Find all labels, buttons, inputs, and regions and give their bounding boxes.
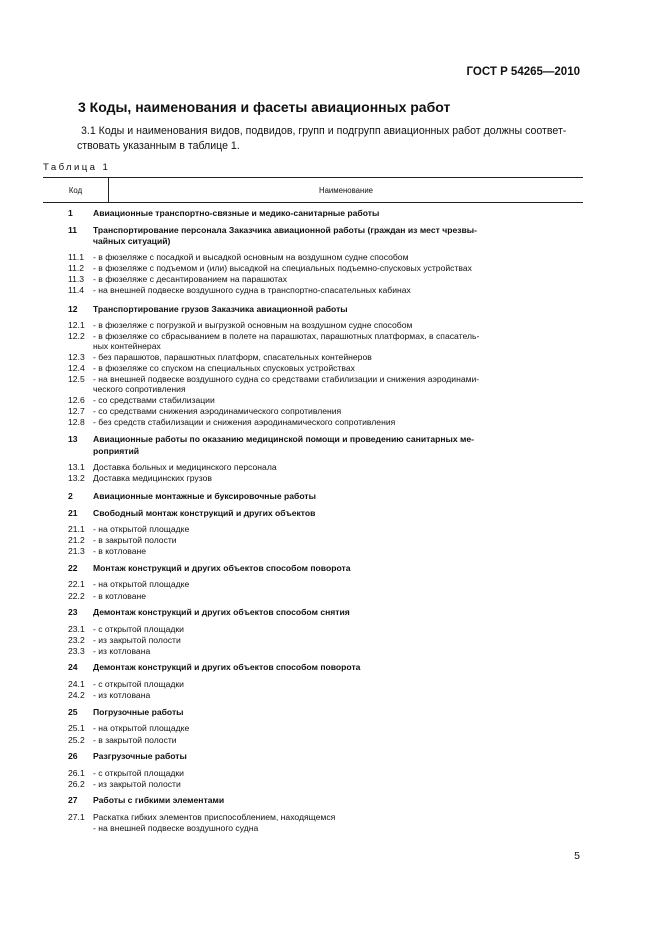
row-code: 12.1 [68, 320, 85, 330]
table-row [43, 285, 583, 296]
row-name: Погрузочные работы [93, 707, 184, 717]
row-name: - в закрытой полости [93, 535, 177, 545]
row-name: - с открытой площадки [93, 679, 184, 689]
row-code: 22.1 [68, 579, 85, 589]
row-code: 25.1 [68, 723, 85, 733]
row-code [43, 341, 93, 352]
row-name: ческого сопротивления [93, 384, 186, 394]
row-name: Демонтаж конструкций и других объектов способом снятия [93, 607, 350, 617]
table-row [43, 679, 583, 690]
row-name: - в фюзеляже с погрузкой и выгрузкой основным на воздушном судне способом [93, 320, 413, 330]
column-header-name: Наименование [318, 185, 374, 195]
row-code: 13.1 [68, 462, 85, 472]
document-id: ГОСТ Р 54265—2010 [466, 66, 580, 78]
table-row [43, 341, 583, 352]
codes-table [43, 177, 583, 833]
row-name: - в котловане [93, 591, 147, 601]
row-code: 11 [68, 225, 78, 235]
table-row [43, 462, 583, 473]
row-code: 23.1 [68, 624, 85, 634]
row-code: 21.3 [68, 546, 85, 556]
row-name: - со средствами стабилизации [93, 395, 215, 405]
row-name: Авиационные работы по оказанию медицинской помощи и проведению санитарных ме- [93, 434, 475, 444]
row-code: 22.2 [68, 591, 85, 601]
row-code: 24.2 [68, 690, 85, 700]
row-code: 24 [68, 662, 78, 672]
row-code: 26 [68, 751, 78, 761]
row-name: - в закрытой полости [93, 735, 177, 745]
table-row [43, 546, 583, 557]
table-row [43, 690, 583, 701]
row-code: 13.2 [68, 473, 85, 483]
row-name: Разгрузочные работы [93, 751, 187, 761]
row-name: роприятий [93, 446, 140, 456]
table-row [43, 624, 583, 635]
row-name: - в фюзеляже с посадкой и высадкой основным на воздушном судне способом [93, 252, 409, 262]
intro-paragraph: 3.1 Коды и наименования видов, подвидов, групп и подгрупп авиационных работ должны соответ-ствовать указанным в таблице 1. [77, 125, 567, 152]
table-title: Таблица 1 [43, 162, 111, 173]
row-name: - из котлована [93, 690, 151, 700]
row-code: 25 [68, 707, 78, 717]
row-code: 27.1 [68, 812, 85, 822]
row-code [43, 446, 93, 457]
table-row [43, 707, 583, 718]
table-row [43, 473, 583, 484]
row-code: 26.1 [68, 768, 85, 778]
table-header [43, 177, 583, 203]
table-row [43, 751, 583, 762]
row-code: 11.2 [68, 263, 85, 273]
row-name: чайных ситуаций) [93, 236, 171, 246]
row-code: 27 [68, 795, 78, 805]
row-name: Работы с гибкими элементами [93, 795, 225, 805]
row-name: Монтаж конструкций и других объектов способом поворота [93, 563, 351, 573]
row-code [43, 384, 93, 395]
row-name: - без парашютов, парашютных платформ, спасательных контейнеров [93, 352, 372, 362]
row-name: Доставка медицинских грузов [93, 473, 212, 483]
table-row [43, 417, 583, 428]
table-row [43, 352, 583, 363]
table-row [43, 384, 583, 395]
table-row [43, 723, 583, 734]
table-row [43, 304, 583, 315]
row-name: Раскатка гибких элементов приспособлением, находящемся [93, 812, 336, 822]
row-code: 23 [68, 607, 78, 617]
table-row [43, 607, 583, 618]
table-row [43, 535, 583, 546]
row-code: 12.4 [68, 363, 85, 373]
row-name: - из закрытой полости [93, 779, 181, 789]
row-name: ных контейнерах [93, 341, 161, 351]
table-row [43, 823, 583, 834]
row-name: Авиационные монтажные и буксировочные работы [93, 491, 316, 501]
table-row [43, 363, 583, 374]
table-row [43, 236, 583, 247]
row-name: - на открытой площадке [93, 524, 190, 534]
row-name: - в фюзеляже с десантированием на парашютах [93, 274, 288, 284]
table-row [43, 768, 583, 779]
row-code: 23.2 [68, 635, 85, 645]
row-code: 13 [68, 434, 78, 444]
row-name: - без средств стабилизации и снижения аэродинамического сопротивления [93, 417, 396, 427]
table-row [43, 446, 583, 457]
row-code: 21.2 [68, 535, 85, 545]
table-row [43, 491, 583, 502]
row-name: - на внешней подвеске воздушного судна [93, 823, 259, 833]
row-name: - на открытой площадке [93, 579, 190, 589]
row-name: - на внешней подвеске воздушного судна в транспортно-спасательных кабинах [93, 285, 411, 295]
row-code: 12.5 [68, 374, 85, 384]
row-code: 12.2 [68, 331, 85, 341]
page-number: 5 [574, 850, 580, 862]
row-name: - на внешней подвеске воздушного судна со средствами стабилизации и снижения аэродинами- [93, 374, 480, 384]
row-code: 23.3 [68, 646, 85, 656]
row-code: 12.8 [68, 417, 85, 427]
table-row [43, 579, 583, 590]
row-name: - с открытой площадки [93, 768, 184, 778]
table-row [43, 662, 583, 673]
table-row [43, 735, 583, 746]
section-title: 3 Коды, наименования и фасеты авиационных работ [78, 99, 451, 115]
table-row [43, 563, 583, 574]
table-row [43, 263, 583, 274]
row-code: 11.4 [68, 285, 85, 295]
column-header-code: Код [43, 178, 109, 202]
row-name: Доставка больных и медицинского персонала [93, 462, 277, 472]
row-name: Авиационные транспортно-связные и медико-санитарные работы [93, 208, 380, 218]
row-code: 1 [68, 208, 73, 218]
row-name: - со средствами снижения аэродинамического сопротивления [93, 406, 342, 416]
row-code: 26.2 [68, 779, 85, 789]
row-name: Демонтаж конструкций и других объектов способом поворота [93, 662, 361, 672]
row-code: 21 [68, 508, 78, 518]
table-row [43, 812, 583, 823]
table-row [43, 406, 583, 417]
table-row [43, 252, 583, 263]
row-code: 12.6 [68, 395, 85, 405]
table-row [43, 320, 583, 331]
row-code: 24.1 [68, 679, 85, 689]
row-code [43, 236, 93, 247]
row-name: - из закрытой полости [93, 635, 181, 645]
table-row [43, 795, 583, 806]
row-code: 25.2 [68, 735, 85, 745]
row-name: Транспортирование персонала Заказчика авиационной работы (граждан из мест чрезвы- [93, 225, 477, 235]
row-name: - в фюзеляже с подъемом и (или) высадкой на специальных подъемно-спусковых устройствах [93, 263, 472, 273]
row-name: - на открытой площадке [93, 723, 190, 733]
table-row [43, 646, 583, 657]
row-name: - в котловане [93, 546, 147, 556]
row-name: - в фюзеляже со спуском на специальных спусковых устройствах [93, 363, 355, 373]
table-row [43, 508, 583, 519]
table-row [43, 779, 583, 790]
table-row [43, 274, 583, 285]
table-row [43, 524, 583, 535]
table-row [43, 395, 583, 406]
table-row [43, 434, 583, 445]
row-code: 11.3 [68, 274, 85, 284]
table-row [43, 225, 583, 236]
row-code: 12.7 [68, 406, 85, 416]
row-code: 2 [68, 491, 73, 501]
table-row [43, 208, 583, 219]
row-name: Транспортирование грузов Заказчика авиационной работы [93, 304, 348, 314]
row-name: - из котлована [93, 646, 151, 656]
row-name: - с открытой площадки [93, 624, 184, 634]
row-code: 22 [68, 563, 78, 573]
row-code: 12 [68, 304, 78, 314]
row-name: - в фюзеляже со сбрасыванием в полете на парашютах, парашютных платформах, в спасатель- [93, 331, 480, 341]
row-code: 21.1 [68, 524, 85, 534]
row-name: Свободный монтаж конструкций и других объектов [93, 508, 316, 518]
row-code: 11.1 [68, 252, 85, 262]
table-row [43, 591, 583, 602]
row-code: 12.3 [68, 352, 85, 362]
table-row [43, 635, 583, 646]
row-code [43, 823, 93, 834]
